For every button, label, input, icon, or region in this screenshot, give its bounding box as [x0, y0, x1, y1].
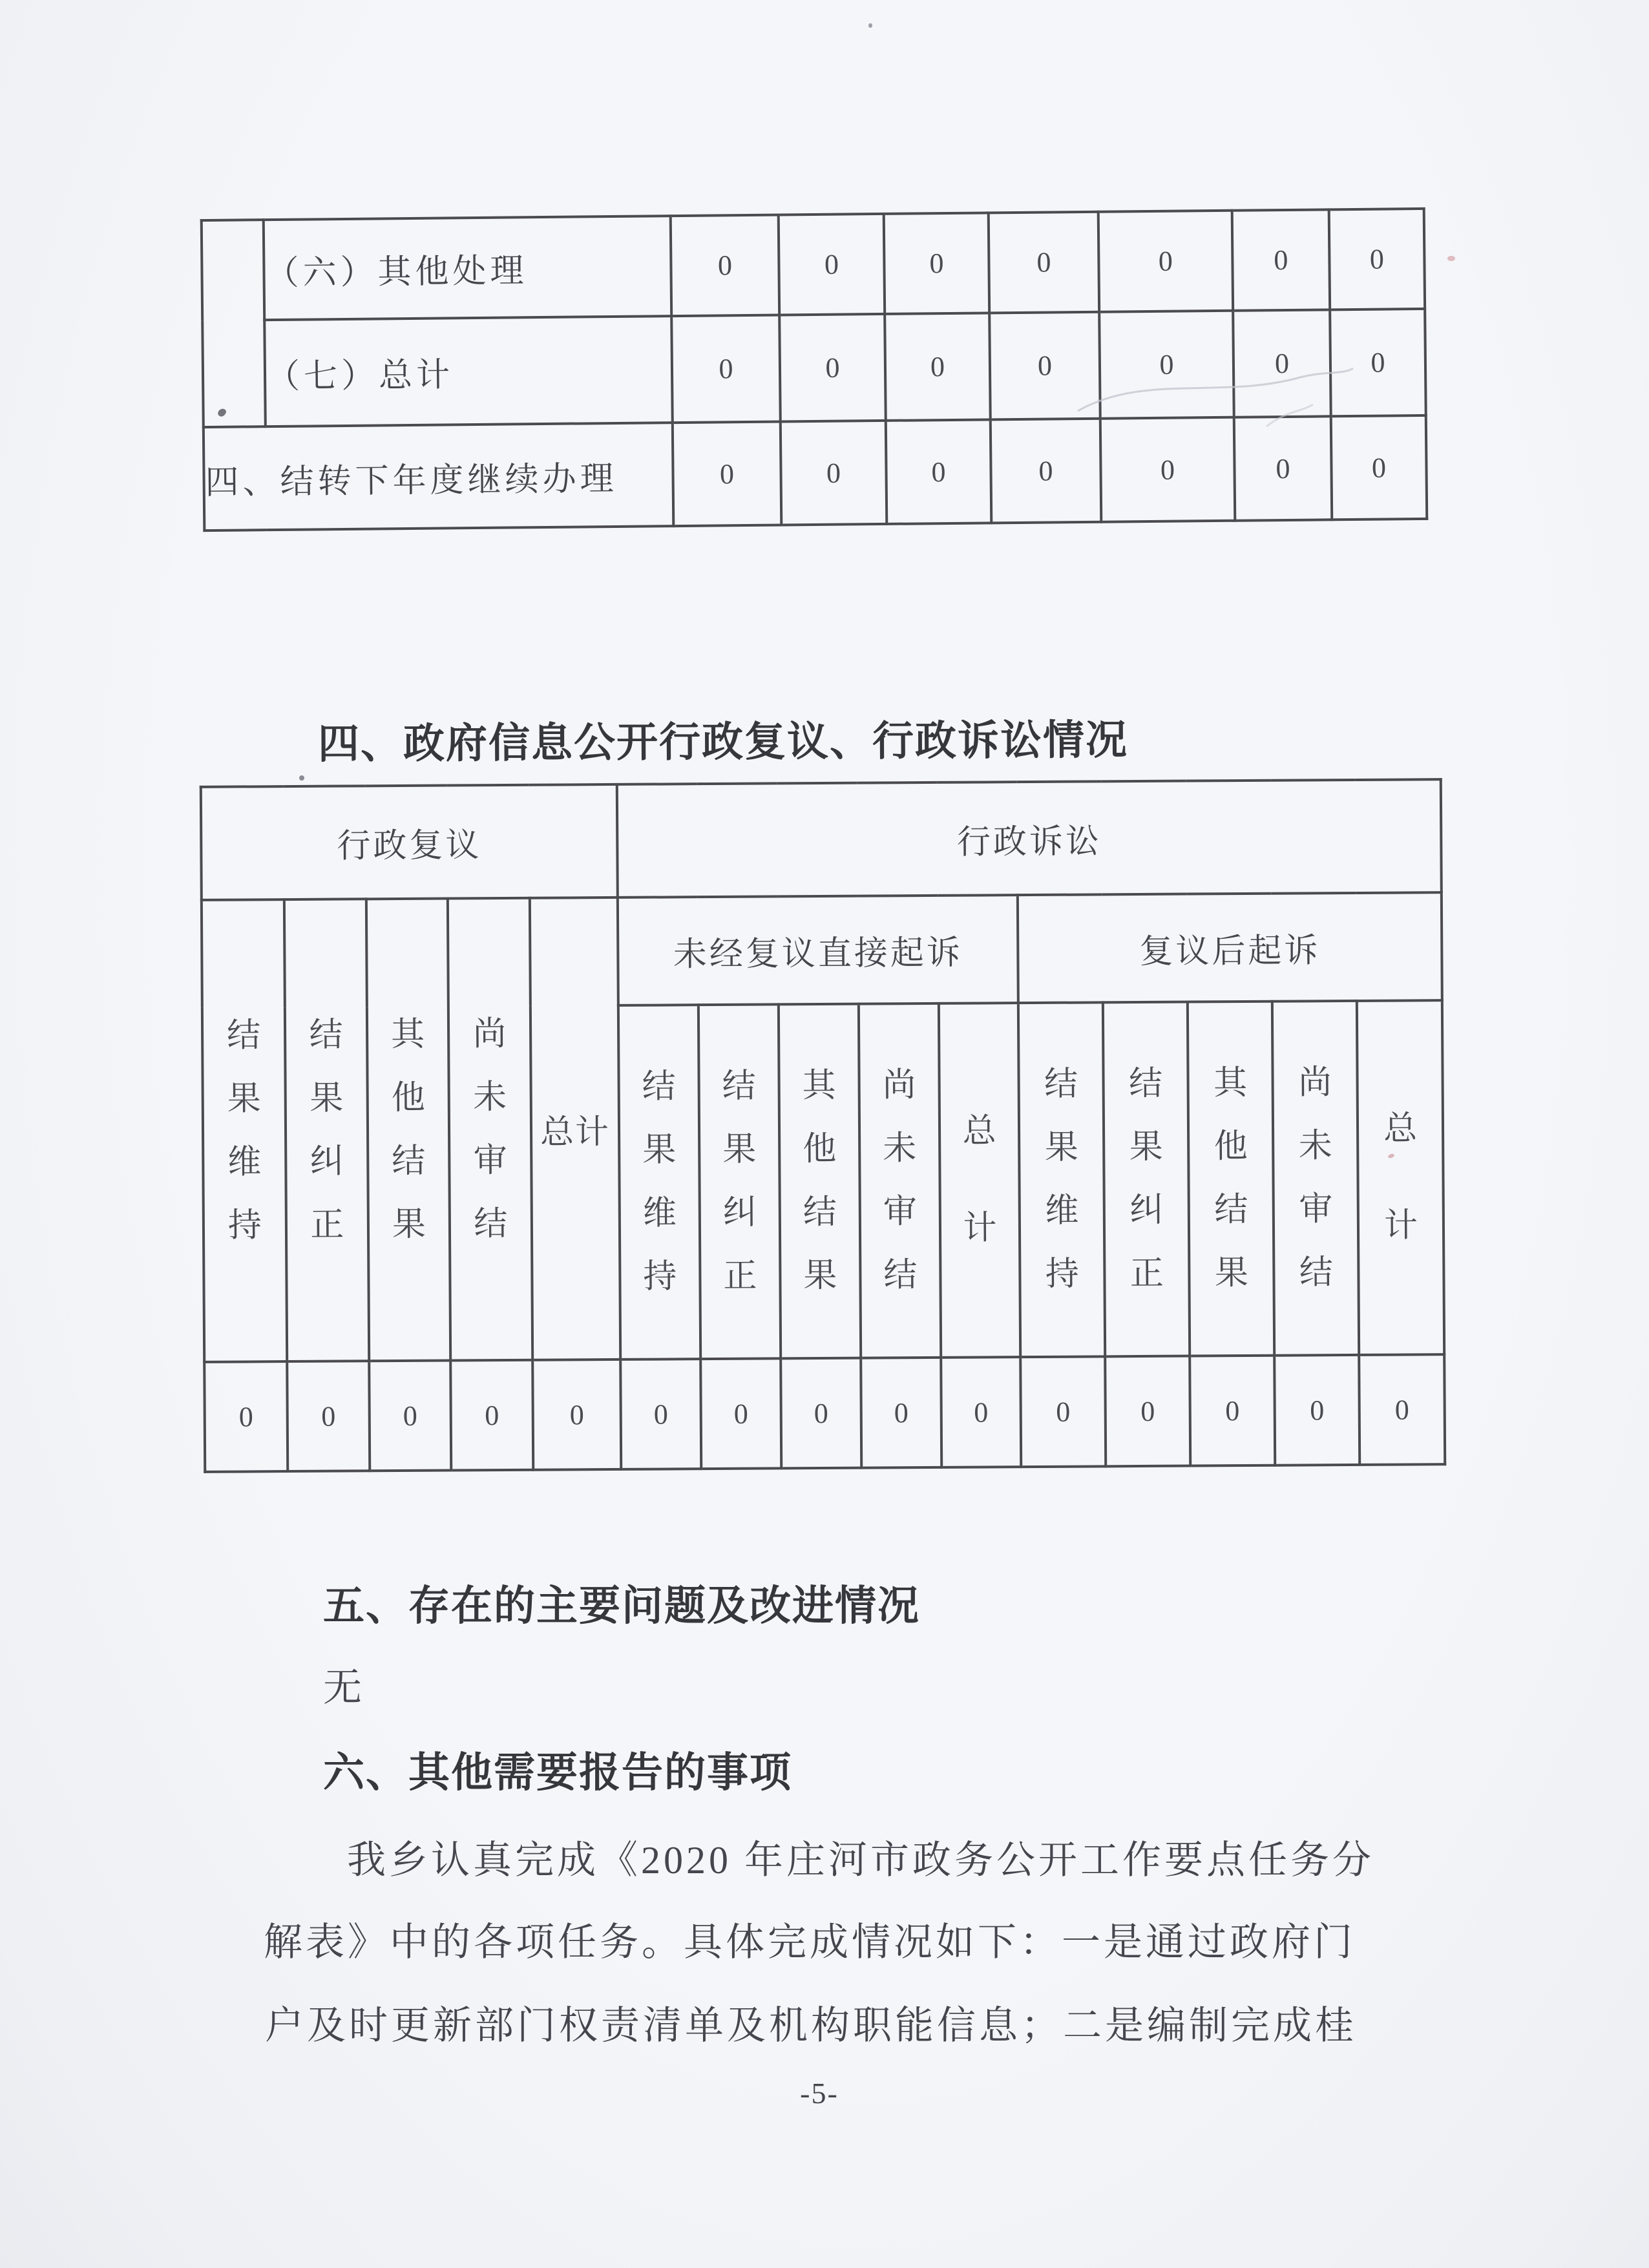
column-header-vertical: 其他结果: [1188, 1002, 1274, 1356]
cell-value: 0: [1359, 1354, 1445, 1465]
scan-speck: [868, 23, 872, 28]
cell-value: 0: [779, 214, 885, 315]
column-header-vertical: 其他结果: [366, 899, 450, 1361]
table-row: [204, 1354, 1445, 1472]
scan-speck: [299, 775, 304, 781]
carryover-left-strip-cell: [202, 220, 266, 427]
table-row: [202, 209, 1425, 320]
column-header-vertical: 尚未审结: [448, 898, 532, 1361]
cell-value: 0: [885, 313, 991, 421]
cell-value: 0: [989, 312, 1100, 420]
column-header-total: 总计: [530, 898, 620, 1360]
column-header-vertical: 其他结果: [779, 1004, 861, 1359]
cell-value: 0: [671, 315, 781, 423]
cell-value: 0: [861, 1358, 941, 1468]
cell-value: 0: [781, 1358, 861, 1469]
cell-value: 0: [1274, 1355, 1360, 1465]
column-header-vertical: 尚未审结: [1272, 1001, 1359, 1356]
cell-value: 0: [1329, 209, 1425, 310]
header-lawsuit-after-review: 复议后起诉: [1018, 892, 1442, 1003]
cell-value: 0: [450, 1360, 533, 1471]
cell-value: 0: [620, 1359, 701, 1469]
cell-value: 0: [989, 212, 1099, 313]
column-header-vertical: 结果纠正: [698, 1004, 781, 1359]
column-header-total-vertical: 总计: [1357, 1000, 1444, 1355]
cell-value: 0: [287, 1361, 370, 1471]
row-label: 四、结转下年度继续办理: [204, 423, 674, 530]
column-header-vertical: 结果维持: [618, 1005, 700, 1360]
cell-value: 0: [1100, 417, 1235, 522]
column-header-vertical: 结果纠正: [1103, 1002, 1190, 1357]
section5-content: 无: [323, 1666, 365, 1709]
row-label: （七）总计: [264, 316, 673, 426]
cell-value: 0: [671, 215, 779, 317]
column-header-vertical: 结果纠正: [284, 899, 369, 1361]
cell-value: 0: [700, 1358, 781, 1469]
header-direct-lawsuit: 未经复议直接起诉: [618, 895, 1018, 1005]
header-administrative-review: 行政复议: [201, 784, 618, 900]
header-administrative-litigation: 行政诉讼: [617, 779, 1442, 898]
page-number: -5-: [800, 2077, 839, 2110]
cell-value: 0: [884, 213, 989, 314]
paragraph-line: 户及时更新部门权责清单及机构职能信息；二是编制完成桂: [265, 2004, 1357, 2047]
row-label: （六）其他处理: [264, 216, 671, 320]
cell-value: 0: [1020, 1356, 1106, 1467]
cell-value: 0: [1190, 1356, 1275, 1466]
paragraph-line: 解表》中的各项任务。具体完成情况如下：一是通过政府门: [264, 1921, 1356, 1964]
column-header-vertical: 结果维持: [1018, 1002, 1105, 1357]
cell-value: 0: [673, 422, 782, 527]
cell-value: 0: [1099, 311, 1234, 419]
pencil-scratch: [1073, 349, 1357, 446]
cell-value: 0: [532, 1360, 621, 1470]
column-header-vertical: 结果维持: [202, 899, 287, 1362]
review-litigation-table: [200, 778, 1447, 1473]
section6-title: 六、其他需要报告的事项: [323, 1749, 792, 1796]
section5-title: 五、存在的主要问题及改进情况: [323, 1582, 920, 1629]
cell-value: 0: [1330, 309, 1426, 416]
cell-value: 0: [1098, 211, 1233, 312]
cell-value: 0: [369, 1361, 451, 1471]
cell-value: 0: [886, 419, 992, 524]
cell-value: 0: [204, 1361, 288, 1472]
table-row: [201, 779, 1442, 900]
cell-value: 0: [941, 1357, 1021, 1467]
cell-value: 0: [991, 419, 1102, 523]
cell-value: 0: [1331, 415, 1427, 520]
cell-value: 0: [1234, 416, 1332, 520]
cell-value: 0: [1105, 1356, 1190, 1467]
scan-speck-red: [1447, 256, 1455, 261]
section4-title: 四、政府信息公开行政复议、行政诉讼情况: [317, 716, 1129, 768]
cell-value: 0: [1232, 209, 1330, 310]
cell-value: 0: [779, 314, 886, 422]
column-header-vertical: 尚未审结: [859, 1003, 941, 1358]
table-row: [202, 892, 1442, 1008]
paragraph-line: 我乡认真完成《2020 年庄河市政务公开工作要点任务分: [347, 1839, 1374, 1882]
cell-value: 0: [1233, 310, 1331, 417]
cell-value: 0: [781, 421, 887, 525]
column-header-total-vertical: 总计: [939, 1003, 1020, 1358]
